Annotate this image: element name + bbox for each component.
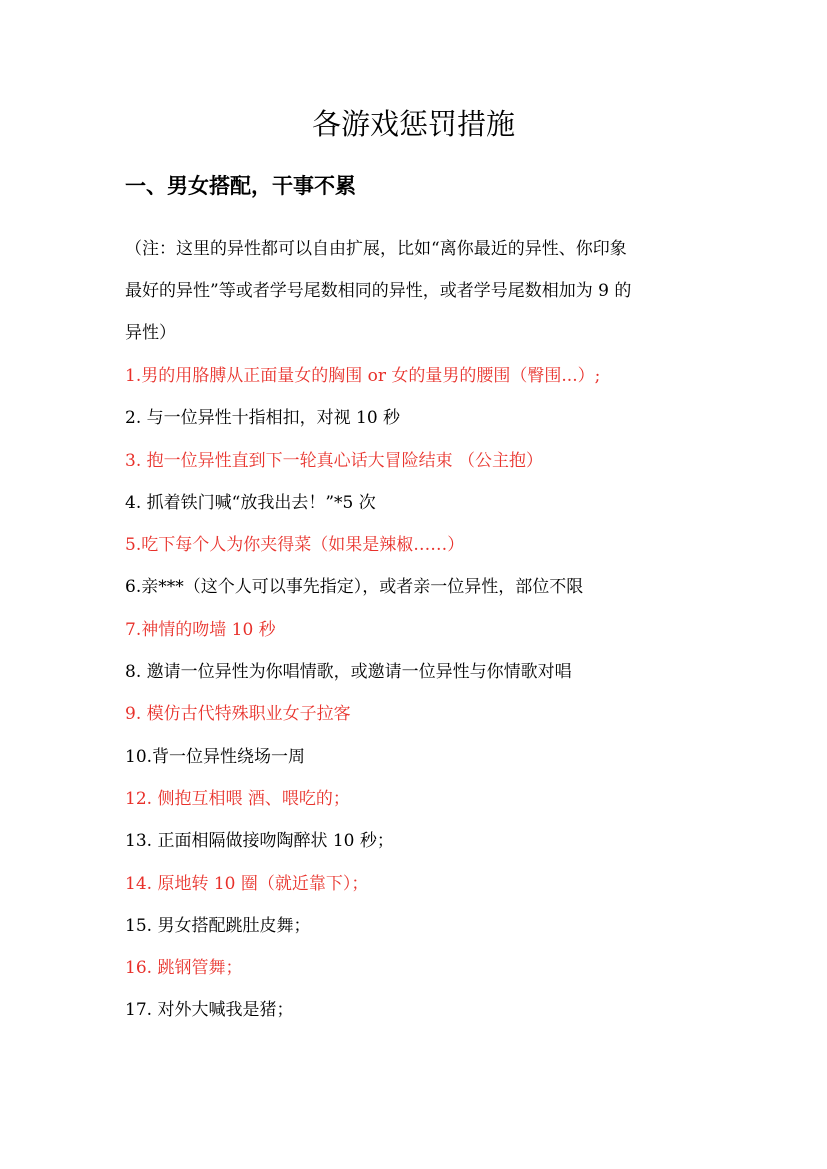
- note-line: 异性）: [125, 323, 176, 343]
- penalty-item: 7.神情的吻墙 10 秒: [125, 619, 276, 640]
- document-title: 各游戏惩罚措施: [311, 107, 515, 141]
- penalty-item: 16. 跳钢管舞；: [125, 958, 243, 979]
- penalty-item: 15. 男女搭配跳肚皮舞；: [125, 915, 311, 936]
- note-line: （注：这里的异性都可以自由扩展，比如“离你最近的异性、你印象: [125, 239, 627, 259]
- penalty-item: 14. 原地转 10 圈（就近靠下）；: [125, 873, 369, 894]
- penalty-item: 2. 与一位异性十指相扣，对视 10 秒: [125, 408, 401, 429]
- penalty-item: 10.背一位异性绕场一周: [125, 746, 306, 767]
- penalty-item: 3. 抱一位异性直到下一轮真心话大冒险结束 （公主抱）: [125, 450, 544, 471]
- penalty-item: 6.亲***（这个人可以事先指定），或者亲一位异性，部位不限: [125, 577, 584, 598]
- penalty-item: 5.吃下每个人为你夹得菜（如果是辣椒……）: [125, 535, 465, 556]
- penalty-item: 12. 侧抱互相喂 酒、喂吃的；: [125, 788, 350, 809]
- penalty-item: 13. 正面相隔做接吻陶醉状 10 秒；: [125, 831, 394, 852]
- penalty-list: [125, 355, 725, 1032]
- note-paragraph: [125, 228, 710, 354]
- penalty-item: 4. 抓着铁门喊“放我出去！”*5 次: [125, 492, 376, 513]
- penalty-item: 8. 邀请一位异性为你唱情歌，或邀请一位异性与你情歌对唱: [125, 662, 572, 683]
- penalty-item: 17. 对外大喊我是猪；: [125, 1000, 294, 1021]
- note-line: 最好的异性”等或者学号尾数相同的异性，或者学号尾数相加为 9 的: [125, 281, 632, 301]
- penalty-item: 1.男的用胳膊从正面量女的胸围 or 女的量男的腰围（臀围...）;: [125, 366, 601, 386]
- penalty-item: 9. 模仿古代特殊职业女子拉客: [125, 704, 351, 725]
- section-heading: 一、男女搭配，干事不累: [125, 174, 356, 198]
